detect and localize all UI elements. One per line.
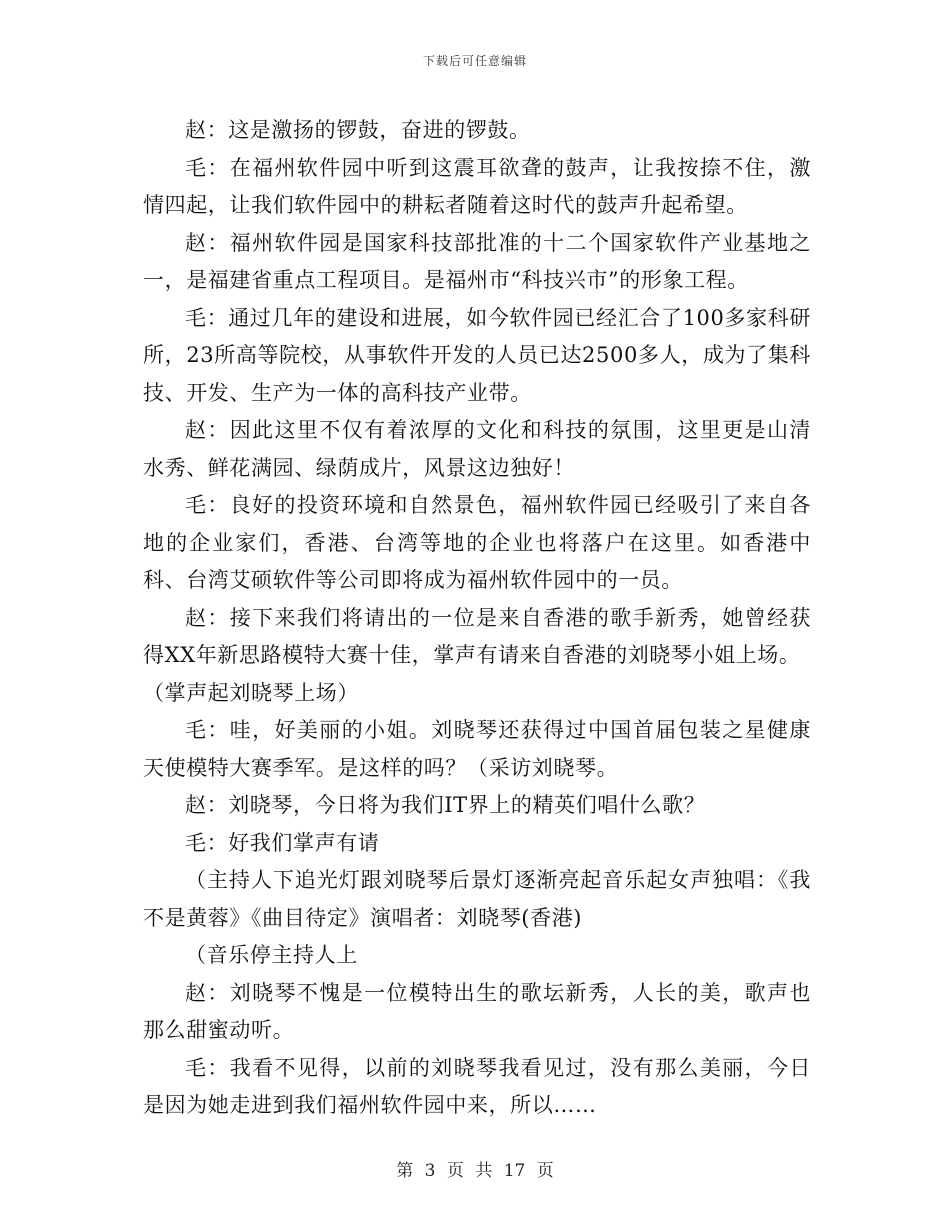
page-header-note: 下载后可任意编辑 [422,54,527,68]
paragraph-9: 毛：哇，好美丽的小姐。刘晓琴还获得过中国首届包装之星健康天使模特大赛季军。是这样的吗？（采访刘晓琴。 [143,718,811,780]
paragraph-6: 毛：良好的投资环境和自然景色，福州软件园已经吸引了来自各地的企业家们，香港、台湾等地的企业也将落户在这里。如香港中科、台湾艾硕软件等公司即将成为福州软件园中的一员。 [143,493,811,592]
stage-direction-applause: （掌声起刘晓琴上场） [143,680,359,705]
paragraph-5: 赵：因此这里不仅有着浓厚的文化和科技的氛围，这里更是山清水秀、鲜花满园、绿荫成片，风景这边独好！ [143,418,811,480]
stage-direction-song: （主持人下追光灯跟刘晓琴后景灯逐渐亮起音乐起女声独唱：《我不是黄蓉》《曲目待定》演唱者：刘晓琴(香港) [143,868,811,930]
paragraph-7: 赵：接下来我们将请出的一位是来自香港的歌手新秀，她曾经获得XX年新思路模特大赛十佳，掌声有请来自香港的刘晓琴小姐上场。 [143,605,811,667]
paragraph-10: 赵：刘晓琴，今日将为我们IT界上的精英们唱什么歌？ [185,793,706,817]
paragraph-1: 赵：这是激扬的锣鼓，奋进的锣鼓。 [185,118,531,142]
paragraph-11: 毛：好我们掌声有请 [185,830,380,855]
paragraph-3: 赵：福州软件园是国家科技部批准的十二个国家软件产业基地之一，是福建省重点工程项目。是福州市“科技兴市”的形象工程。 [143,230,811,292]
document-body [143,112,811,1125]
paragraph-4: 毛：通过几年的建设和进展，如今软件园已经汇合了100多家科研所，23所高等院校，从事软件开发的人员已达2500多人，成为了集科技、开发、生产为一体的高科技产业带。 [143,305,811,405]
stage-direction-music-stop: （音乐停主持人上 [185,943,358,967]
paragraph-2: 毛：在福州软件园中听到这震耳欲聋的鼓声，让我按捺不住，激情四起，让我们软件园中的耕耘者随着这时代的鼓声升起希望。 [143,155,811,217]
paragraph-14: 赵：刘晓琴不愧是一位模特出生的歌坛新秀，人长的美，歌声也那么甜蜜动听。 [143,980,811,1042]
paragraph-15: 毛：我看不见得，以前的刘晓琴我看见过，没有那么美丽，今日是因为她走进到我们福州软件园中来，所以…… [143,1055,811,1117]
page-number-footer: 第 3 页 共 17 页 [396,1161,554,1181]
